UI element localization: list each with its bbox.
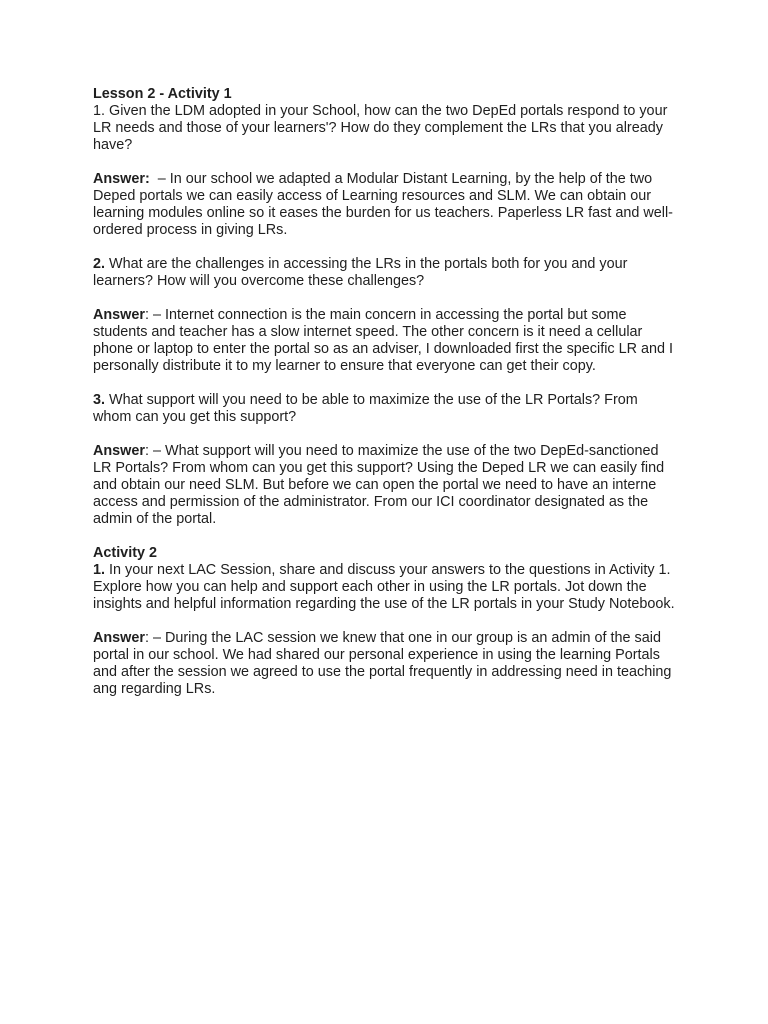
question-3 (93, 392, 678, 426)
activity-2-title: Activity 2 (93, 545, 157, 561)
question-1: 1. Given the LDM adopted in your School, how can the two DepEd portals respond to your LR needs and those of your learners'? How do they complement the LRs that you already have? (93, 103, 668, 153)
answer-label: Answer (93, 630, 145, 646)
question-2 (93, 256, 678, 290)
answer-text: : – Internet connection is the main concern in accessing the portal but some students and teacher has a slow internet speed. The other concern is it need a cellular phone or laptop to enter the portal so as an adviser, I downloaded first the specific LR and I personally distribute it to my learner to ensure that everyone can get their copy. (93, 307, 673, 374)
answer-text: – In our school we adapted a Modular Distant Learning, by the help of the two Deped portals we can easily access of Learning resources and SLM. We can obtain our learning modules online so it eases the burden for us teachers. Paperless LR fast and well-ordered process in giving LRs. (93, 171, 673, 238)
lesson-title: Lesson 2 - Activity 1 (93, 86, 232, 102)
question-text: In your next LAC Session, share and discuss your answers to the questions in Activity 1. Explore how you can help and support each other in using the LR portals. Jot down the insights and helpful information regarding the use of the LR portals in your Study Notebook. (93, 562, 675, 612)
activity-2-answer-1 (93, 630, 678, 698)
question-number: 2. (93, 256, 106, 272)
answer-3 (93, 443, 678, 528)
answer-2 (93, 307, 678, 375)
answer-label: Answer (93, 443, 145, 459)
answer-1 (93, 171, 678, 239)
question-text: What support will you need to be able to maximize the use of the LR Portals? From whom can you get this support? (93, 392, 642, 425)
answer-label: Answer: (93, 171, 150, 187)
answer-text: : – During the LAC session we knew that one in our group is an admin of the said portal in our school. We had shared our personal experience in using the learning Portals and after the session we agreed to use the portal frequently in addressing need in teaching ang regarding LRs. (93, 630, 672, 697)
answer-label: Answer (93, 307, 145, 323)
question-number: 1. (93, 562, 106, 578)
activity-2-question-1 (93, 562, 678, 613)
question-number: 3. (93, 392, 106, 408)
question-text: What are the challenges in accessing the LRs in the portals both for you and your learners? How will you overcome these challenges? (93, 256, 632, 289)
answer-text: : – What support will you need to maximize the use of the two DepEd-sanctioned LR Portals? From whom can you get this support? Using the Deped LR we can easily find and obtain our need SLM. But before we can open the portal we need to have an interne access and permission of the administrator. From our ICI coordinator designated as the admin of the portal. (93, 443, 665, 527)
